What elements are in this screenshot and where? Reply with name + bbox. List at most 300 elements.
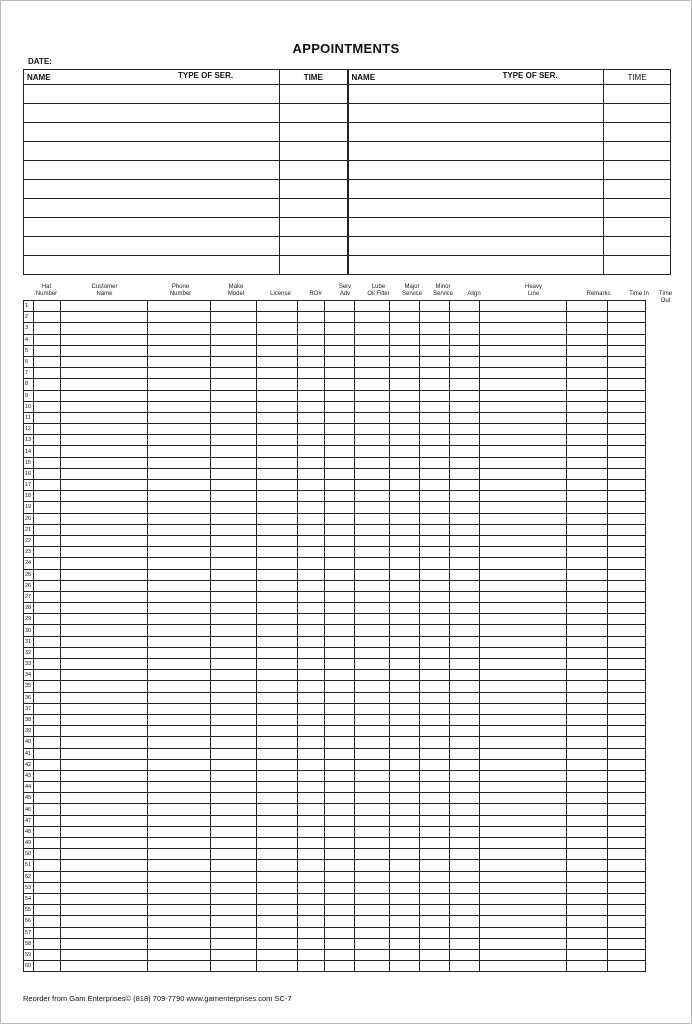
log-cell-serv-adv[interactable] xyxy=(325,334,355,345)
log-cell-ro-number[interactable] xyxy=(298,759,325,770)
log-cell-align[interactable] xyxy=(450,424,480,435)
log-cell-make-model[interactable] xyxy=(211,905,257,916)
log-cell-heavy-line[interactable] xyxy=(480,368,567,379)
log-cell-remarks[interactable] xyxy=(567,647,608,658)
log-cell-lube-oil-filter[interactable] xyxy=(355,726,390,737)
log-cell-minor-service[interactable] xyxy=(420,480,450,491)
log-cell-time-in[interactable] xyxy=(608,446,646,457)
log-cell-major-service[interactable] xyxy=(390,927,420,938)
log-cell-serv-adv[interactable] xyxy=(325,603,355,614)
log-cell-phone-number[interactable] xyxy=(148,703,211,714)
log-cell-license[interactable] xyxy=(257,614,298,625)
log-cell-minor-service[interactable] xyxy=(420,301,450,312)
log-cell-align[interactable] xyxy=(450,301,480,312)
log-cell-phone-number[interactable] xyxy=(148,468,211,479)
log-cell-phone-number[interactable] xyxy=(148,558,211,569)
log-cell-major-service[interactable] xyxy=(390,379,420,390)
log-cell-license[interactable] xyxy=(257,480,298,491)
log-cell-hat-number[interactable] xyxy=(34,748,61,759)
log-cell-hat-number[interactable] xyxy=(34,849,61,860)
log-cell-hat-number[interactable] xyxy=(34,938,61,949)
log-cell-phone-number[interactable] xyxy=(148,356,211,367)
log-cell-customer-name[interactable] xyxy=(61,871,148,882)
log-cell-customer-name[interactable] xyxy=(61,535,148,546)
log-cell-time-in[interactable] xyxy=(608,535,646,546)
log-cell-major-service[interactable] xyxy=(390,435,420,446)
log-cell-lube-oil-filter[interactable] xyxy=(355,513,390,524)
log-cell-serv-adv[interactable] xyxy=(325,893,355,904)
log-cell-minor-service[interactable] xyxy=(420,703,450,714)
log-cell-make-model[interactable] xyxy=(211,882,257,893)
log-cell-heavy-line[interactable] xyxy=(480,379,567,390)
log-cell-phone-number[interactable] xyxy=(148,860,211,871)
log-cell-ro-number[interactable] xyxy=(298,681,325,692)
log-cell-hat-number[interactable] xyxy=(34,625,61,636)
log-cell-make-model[interactable] xyxy=(211,614,257,625)
log-cell-remarks[interactable] xyxy=(567,468,608,479)
log-cell-hat-number[interactable] xyxy=(34,670,61,681)
appointment-time-cell[interactable] xyxy=(280,180,348,199)
log-cell-phone-number[interactable] xyxy=(148,435,211,446)
log-cell-license[interactable] xyxy=(257,692,298,703)
log-cell-make-model[interactable] xyxy=(211,457,257,468)
log-cell-remarks[interactable] xyxy=(567,603,608,614)
log-cell-customer-name[interactable] xyxy=(61,591,148,602)
log-cell-minor-service[interactable] xyxy=(420,435,450,446)
log-cell-minor-service[interactable] xyxy=(420,603,450,614)
log-cell-ro-number[interactable] xyxy=(298,446,325,457)
log-cell-align[interactable] xyxy=(450,603,480,614)
log-cell-heavy-line[interactable] xyxy=(480,625,567,636)
log-cell-time-in[interactable] xyxy=(608,312,646,323)
log-cell-align[interactable] xyxy=(450,961,480,972)
log-cell-phone-number[interactable] xyxy=(148,625,211,636)
log-cell-license[interactable] xyxy=(257,726,298,737)
log-cell-minor-service[interactable] xyxy=(420,871,450,882)
log-cell-phone-number[interactable] xyxy=(148,927,211,938)
log-cell-make-model[interactable] xyxy=(211,547,257,558)
log-cell-major-service[interactable] xyxy=(390,849,420,860)
appointment-name-cell[interactable] xyxy=(348,237,604,256)
log-cell-major-service[interactable] xyxy=(390,356,420,367)
log-cell-lube-oil-filter[interactable] xyxy=(355,838,390,849)
log-cell-phone-number[interactable] xyxy=(148,748,211,759)
log-cell-heavy-line[interactable] xyxy=(480,558,567,569)
log-cell-make-model[interactable] xyxy=(211,826,257,837)
log-cell-customer-name[interactable] xyxy=(61,558,148,569)
log-cell-lube-oil-filter[interactable] xyxy=(355,580,390,591)
log-cell-ro-number[interactable] xyxy=(298,457,325,468)
log-cell-hat-number[interactable] xyxy=(34,502,61,513)
log-cell-phone-number[interactable] xyxy=(148,804,211,815)
appointment-name-cell[interactable] xyxy=(348,256,604,275)
log-cell-serv-adv[interactable] xyxy=(325,949,355,960)
log-cell-minor-service[interactable] xyxy=(420,938,450,949)
log-cell-remarks[interactable] xyxy=(567,893,608,904)
log-cell-remarks[interactable] xyxy=(567,480,608,491)
log-cell-remarks[interactable] xyxy=(567,882,608,893)
log-cell-minor-service[interactable] xyxy=(420,782,450,793)
log-cell-customer-name[interactable] xyxy=(61,860,148,871)
log-cell-phone-number[interactable] xyxy=(148,591,211,602)
log-cell-hat-number[interactable] xyxy=(34,535,61,546)
log-cell-major-service[interactable] xyxy=(390,491,420,502)
log-cell-phone-number[interactable] xyxy=(148,681,211,692)
log-cell-remarks[interactable] xyxy=(567,871,608,882)
log-cell-time-in[interactable] xyxy=(608,603,646,614)
log-cell-time-in[interactable] xyxy=(608,804,646,815)
log-cell-minor-service[interactable] xyxy=(420,838,450,849)
appointment-time-cell[interactable] xyxy=(604,85,671,104)
log-cell-align[interactable] xyxy=(450,860,480,871)
appointment-time-cell[interactable] xyxy=(280,123,348,142)
log-cell-minor-service[interactable] xyxy=(420,636,450,647)
log-cell-time-in[interactable] xyxy=(608,714,646,725)
log-cell-lube-oil-filter[interactable] xyxy=(355,826,390,837)
log-cell-heavy-line[interactable] xyxy=(480,524,567,535)
log-cell-lube-oil-filter[interactable] xyxy=(355,334,390,345)
log-cell-lube-oil-filter[interactable] xyxy=(355,345,390,356)
log-cell-make-model[interactable] xyxy=(211,770,257,781)
log-cell-make-model[interactable] xyxy=(211,580,257,591)
log-cell-lube-oil-filter[interactable] xyxy=(355,424,390,435)
log-cell-hat-number[interactable] xyxy=(34,793,61,804)
log-cell-phone-number[interactable] xyxy=(148,905,211,916)
log-cell-remarks[interactable] xyxy=(567,804,608,815)
log-cell-align[interactable] xyxy=(450,659,480,670)
log-cell-minor-service[interactable] xyxy=(420,535,450,546)
log-cell-remarks[interactable] xyxy=(567,457,608,468)
log-cell-phone-number[interactable] xyxy=(148,614,211,625)
log-cell-customer-name[interactable] xyxy=(61,893,148,904)
log-cell-lube-oil-filter[interactable] xyxy=(355,480,390,491)
log-cell-ro-number[interactable] xyxy=(298,468,325,479)
appointment-time-cell[interactable] xyxy=(280,142,348,161)
log-cell-hat-number[interactable] xyxy=(34,379,61,390)
log-cell-remarks[interactable] xyxy=(567,368,608,379)
appointment-name-cell[interactable] xyxy=(348,123,604,142)
log-cell-hat-number[interactable] xyxy=(34,334,61,345)
log-cell-time-in[interactable] xyxy=(608,949,646,960)
log-cell-align[interactable] xyxy=(450,905,480,916)
log-cell-phone-number[interactable] xyxy=(148,916,211,927)
log-cell-minor-service[interactable] xyxy=(420,446,450,457)
log-cell-major-service[interactable] xyxy=(390,334,420,345)
log-cell-hat-number[interactable] xyxy=(34,916,61,927)
log-cell-remarks[interactable] xyxy=(567,961,608,972)
log-cell-time-in[interactable] xyxy=(608,905,646,916)
log-cell-ro-number[interactable] xyxy=(298,737,325,748)
log-cell-customer-name[interactable] xyxy=(61,614,148,625)
log-cell-heavy-line[interactable] xyxy=(480,737,567,748)
log-cell-major-service[interactable] xyxy=(390,659,420,670)
log-cell-ro-number[interactable] xyxy=(298,838,325,849)
log-cell-time-in[interactable] xyxy=(608,961,646,972)
log-cell-make-model[interactable] xyxy=(211,703,257,714)
log-cell-heavy-line[interactable] xyxy=(480,424,567,435)
log-cell-customer-name[interactable] xyxy=(61,927,148,938)
log-cell-hat-number[interactable] xyxy=(34,614,61,625)
log-cell-ro-number[interactable] xyxy=(298,345,325,356)
log-cell-lube-oil-filter[interactable] xyxy=(355,871,390,882)
log-cell-license[interactable] xyxy=(257,334,298,345)
log-cell-make-model[interactable] xyxy=(211,916,257,927)
log-cell-make-model[interactable] xyxy=(211,804,257,815)
appointment-time-cell[interactable] xyxy=(604,161,671,180)
log-cell-hat-number[interactable] xyxy=(34,547,61,558)
log-cell-lube-oil-filter[interactable] xyxy=(355,401,390,412)
log-cell-remarks[interactable] xyxy=(567,379,608,390)
log-cell-heavy-line[interactable] xyxy=(480,938,567,949)
log-cell-hat-number[interactable] xyxy=(34,659,61,670)
log-cell-serv-adv[interactable] xyxy=(325,513,355,524)
log-cell-hat-number[interactable] xyxy=(34,312,61,323)
log-cell-heavy-line[interactable] xyxy=(480,871,567,882)
log-cell-align[interactable] xyxy=(450,670,480,681)
appointment-name-cell[interactable] xyxy=(24,123,280,142)
log-cell-license[interactable] xyxy=(257,356,298,367)
log-cell-customer-name[interactable] xyxy=(61,345,148,356)
log-cell-remarks[interactable] xyxy=(567,502,608,513)
log-cell-remarks[interactable] xyxy=(567,748,608,759)
log-cell-serv-adv[interactable] xyxy=(325,647,355,658)
log-cell-make-model[interactable] xyxy=(211,424,257,435)
log-cell-serv-adv[interactable] xyxy=(325,938,355,949)
log-cell-heavy-line[interactable] xyxy=(480,401,567,412)
log-cell-phone-number[interactable] xyxy=(148,513,211,524)
log-cell-phone-number[interactable] xyxy=(148,647,211,658)
log-cell-minor-service[interactable] xyxy=(420,345,450,356)
log-cell-lube-oil-filter[interactable] xyxy=(355,647,390,658)
log-cell-license[interactable] xyxy=(257,860,298,871)
log-cell-serv-adv[interactable] xyxy=(325,838,355,849)
log-cell-align[interactable] xyxy=(450,916,480,927)
log-cell-customer-name[interactable] xyxy=(61,949,148,960)
log-cell-hat-number[interactable] xyxy=(34,949,61,960)
log-cell-customer-name[interactable] xyxy=(61,905,148,916)
log-cell-align[interactable] xyxy=(450,558,480,569)
log-cell-align[interactable] xyxy=(450,345,480,356)
log-cell-customer-name[interactable] xyxy=(61,603,148,614)
appointment-time-cell[interactable] xyxy=(604,180,671,199)
log-cell-license[interactable] xyxy=(257,849,298,860)
log-cell-serv-adv[interactable] xyxy=(325,659,355,670)
log-cell-license[interactable] xyxy=(257,647,298,658)
log-cell-phone-number[interactable] xyxy=(148,815,211,826)
log-cell-time-in[interactable] xyxy=(608,692,646,703)
log-cell-ro-number[interactable] xyxy=(298,927,325,938)
log-cell-license[interactable] xyxy=(257,446,298,457)
log-cell-time-in[interactable] xyxy=(608,491,646,502)
log-cell-heavy-line[interactable] xyxy=(480,759,567,770)
log-cell-heavy-line[interactable] xyxy=(480,468,567,479)
log-cell-heavy-line[interactable] xyxy=(480,815,567,826)
log-cell-major-service[interactable] xyxy=(390,838,420,849)
log-cell-make-model[interactable] xyxy=(211,368,257,379)
log-cell-time-in[interactable] xyxy=(608,368,646,379)
log-cell-serv-adv[interactable] xyxy=(325,412,355,423)
log-cell-lube-oil-filter[interactable] xyxy=(355,558,390,569)
log-cell-serv-adv[interactable] xyxy=(325,636,355,647)
log-cell-customer-name[interactable] xyxy=(61,491,148,502)
log-cell-lube-oil-filter[interactable] xyxy=(355,301,390,312)
log-cell-ro-number[interactable] xyxy=(298,703,325,714)
log-cell-remarks[interactable] xyxy=(567,435,608,446)
log-cell-hat-number[interactable] xyxy=(34,345,61,356)
log-cell-customer-name[interactable] xyxy=(61,681,148,692)
log-cell-minor-service[interactable] xyxy=(420,860,450,871)
log-cell-align[interactable] xyxy=(450,323,480,334)
log-cell-hat-number[interactable] xyxy=(34,681,61,692)
log-cell-phone-number[interactable] xyxy=(148,412,211,423)
log-cell-time-in[interactable] xyxy=(608,558,646,569)
log-cell-heavy-line[interactable] xyxy=(480,647,567,658)
log-cell-serv-adv[interactable] xyxy=(325,882,355,893)
log-cell-hat-number[interactable] xyxy=(34,770,61,781)
log-cell-align[interactable] xyxy=(450,591,480,602)
log-cell-remarks[interactable] xyxy=(567,815,608,826)
log-cell-lube-oil-filter[interactable] xyxy=(355,860,390,871)
log-cell-serv-adv[interactable] xyxy=(325,446,355,457)
appointment-name-cell[interactable] xyxy=(348,218,604,237)
log-cell-minor-service[interactable] xyxy=(420,580,450,591)
log-cell-heavy-line[interactable] xyxy=(480,591,567,602)
log-cell-ro-number[interactable] xyxy=(298,916,325,927)
log-cell-customer-name[interactable] xyxy=(61,580,148,591)
log-cell-serv-adv[interactable] xyxy=(325,323,355,334)
log-cell-serv-adv[interactable] xyxy=(325,737,355,748)
log-cell-phone-number[interactable] xyxy=(148,603,211,614)
log-cell-hat-number[interactable] xyxy=(34,524,61,535)
log-cell-phone-number[interactable] xyxy=(148,569,211,580)
log-cell-minor-service[interactable] xyxy=(420,681,450,692)
log-cell-major-service[interactable] xyxy=(390,547,420,558)
log-cell-license[interactable] xyxy=(257,826,298,837)
log-cell-remarks[interactable] xyxy=(567,692,608,703)
log-cell-serv-adv[interactable] xyxy=(325,703,355,714)
appointment-time-cell[interactable] xyxy=(604,199,671,218)
log-cell-heavy-line[interactable] xyxy=(480,770,567,781)
log-cell-make-model[interactable] xyxy=(211,670,257,681)
appointment-name-cell[interactable] xyxy=(348,85,604,104)
log-cell-lube-oil-filter[interactable] xyxy=(355,670,390,681)
log-cell-ro-number[interactable] xyxy=(298,535,325,546)
log-cell-major-service[interactable] xyxy=(390,871,420,882)
log-cell-minor-service[interactable] xyxy=(420,502,450,513)
log-cell-heavy-line[interactable] xyxy=(480,446,567,457)
log-cell-make-model[interactable] xyxy=(211,323,257,334)
log-cell-align[interactable] xyxy=(450,312,480,323)
log-cell-align[interactable] xyxy=(450,949,480,960)
log-cell-make-model[interactable] xyxy=(211,849,257,860)
log-cell-customer-name[interactable] xyxy=(61,770,148,781)
appointment-name-cell[interactable] xyxy=(24,180,280,199)
log-cell-customer-name[interactable] xyxy=(61,468,148,479)
log-cell-make-model[interactable] xyxy=(211,636,257,647)
log-cell-make-model[interactable] xyxy=(211,949,257,960)
log-cell-minor-service[interactable] xyxy=(420,513,450,524)
log-cell-minor-service[interactable] xyxy=(420,625,450,636)
log-cell-time-in[interactable] xyxy=(608,927,646,938)
log-cell-time-in[interactable] xyxy=(608,838,646,849)
log-cell-ro-number[interactable] xyxy=(298,334,325,345)
log-cell-heavy-line[interactable] xyxy=(480,412,567,423)
log-cell-ro-number[interactable] xyxy=(298,368,325,379)
log-cell-hat-number[interactable] xyxy=(34,401,61,412)
log-cell-remarks[interactable] xyxy=(567,580,608,591)
log-cell-make-model[interactable] xyxy=(211,681,257,692)
log-cell-ro-number[interactable] xyxy=(298,480,325,491)
log-cell-minor-service[interactable] xyxy=(420,368,450,379)
log-cell-heavy-line[interactable] xyxy=(480,838,567,849)
log-cell-remarks[interactable] xyxy=(567,636,608,647)
log-cell-phone-number[interactable] xyxy=(148,345,211,356)
log-cell-serv-adv[interactable] xyxy=(325,312,355,323)
log-cell-heavy-line[interactable] xyxy=(480,692,567,703)
log-cell-phone-number[interactable] xyxy=(148,301,211,312)
log-cell-time-in[interactable] xyxy=(608,815,646,826)
log-cell-time-in[interactable] xyxy=(608,401,646,412)
log-cell-major-service[interactable] xyxy=(390,938,420,949)
appointment-time-cell[interactable] xyxy=(280,161,348,180)
log-cell-phone-number[interactable] xyxy=(148,759,211,770)
log-cell-lube-oil-filter[interactable] xyxy=(355,793,390,804)
log-cell-ro-number[interactable] xyxy=(298,893,325,904)
log-cell-align[interactable] xyxy=(450,782,480,793)
log-cell-serv-adv[interactable] xyxy=(325,849,355,860)
appointment-name-cell[interactable] xyxy=(24,256,280,275)
log-cell-ro-number[interactable] xyxy=(298,826,325,837)
log-cell-lube-oil-filter[interactable] xyxy=(355,692,390,703)
log-cell-major-service[interactable] xyxy=(390,524,420,535)
log-cell-customer-name[interactable] xyxy=(61,401,148,412)
log-cell-ro-number[interactable] xyxy=(298,726,325,737)
log-cell-license[interactable] xyxy=(257,815,298,826)
log-cell-time-in[interactable] xyxy=(608,849,646,860)
log-cell-make-model[interactable] xyxy=(211,647,257,658)
log-cell-hat-number[interactable] xyxy=(34,838,61,849)
appointment-name-cell[interactable] xyxy=(348,142,604,161)
log-cell-license[interactable] xyxy=(257,401,298,412)
log-cell-hat-number[interactable] xyxy=(34,692,61,703)
log-cell-license[interactable] xyxy=(257,535,298,546)
log-cell-phone-number[interactable] xyxy=(148,379,211,390)
log-cell-minor-service[interactable] xyxy=(420,457,450,468)
log-cell-ro-number[interactable] xyxy=(298,659,325,670)
log-cell-serv-adv[interactable] xyxy=(325,547,355,558)
log-cell-major-service[interactable] xyxy=(390,815,420,826)
log-cell-hat-number[interactable] xyxy=(34,468,61,479)
log-cell-lube-oil-filter[interactable] xyxy=(355,782,390,793)
log-cell-heavy-line[interactable] xyxy=(480,614,567,625)
log-cell-serv-adv[interactable] xyxy=(325,301,355,312)
log-cell-remarks[interactable] xyxy=(567,356,608,367)
log-cell-align[interactable] xyxy=(450,446,480,457)
log-cell-time-in[interactable] xyxy=(608,893,646,904)
appointment-time-cell[interactable] xyxy=(280,256,348,275)
log-cell-phone-number[interactable] xyxy=(148,782,211,793)
log-cell-lube-oil-filter[interactable] xyxy=(355,569,390,580)
log-cell-ro-number[interactable] xyxy=(298,714,325,725)
log-cell-ro-number[interactable] xyxy=(298,379,325,390)
log-cell-license[interactable] xyxy=(257,524,298,535)
log-cell-minor-service[interactable] xyxy=(420,491,450,502)
log-cell-major-service[interactable] xyxy=(390,580,420,591)
log-cell-remarks[interactable] xyxy=(567,759,608,770)
log-cell-serv-adv[interactable] xyxy=(325,356,355,367)
log-cell-align[interactable] xyxy=(450,714,480,725)
log-cell-hat-number[interactable] xyxy=(34,636,61,647)
